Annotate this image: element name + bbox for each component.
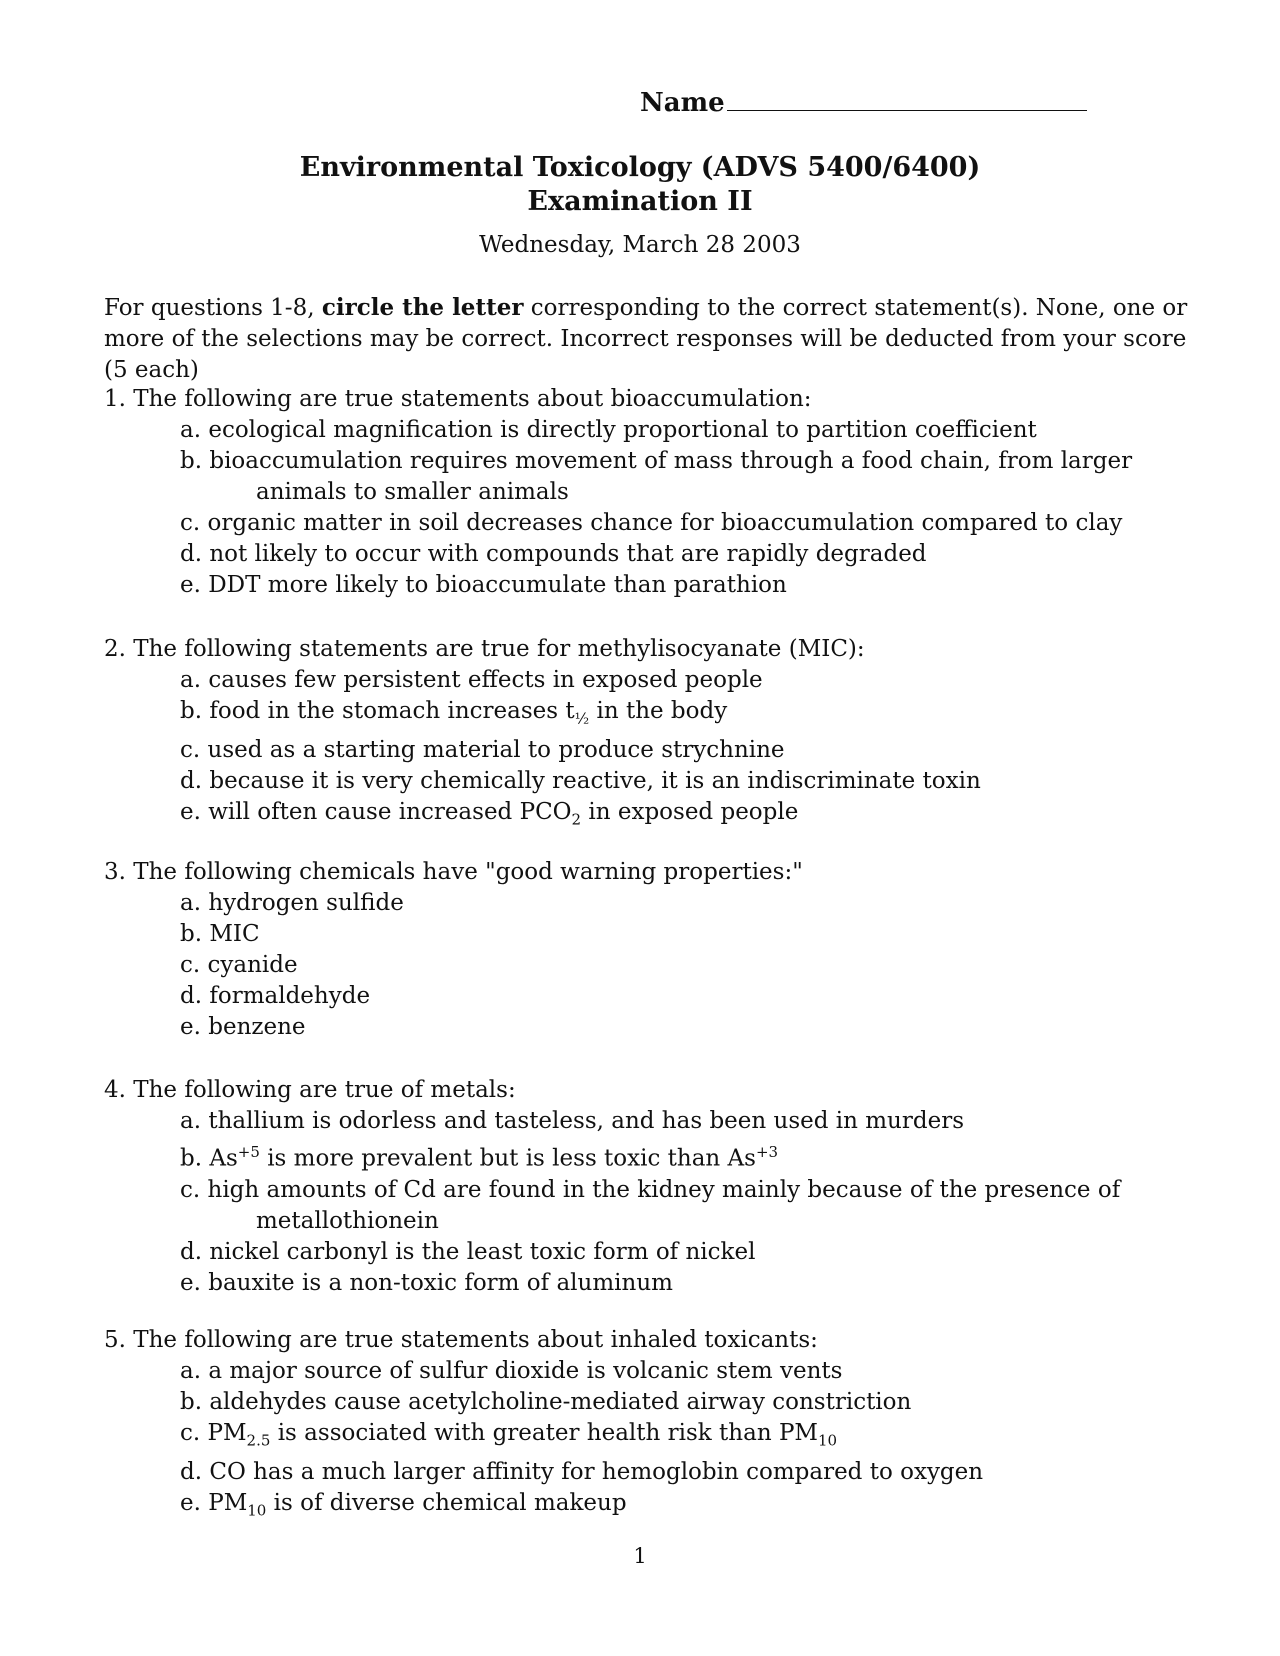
option-e: e. bauxite is a non-toxic form of aluminum bbox=[180, 1269, 673, 1296]
option-d: d. CO has a much larger affinity for hemoglobin compared to oxygen bbox=[180, 1458, 984, 1485]
option-d: d. because it is very chemically reactive, it is an indiscriminate toxin bbox=[180, 767, 981, 794]
option-e: e. $PM_{10}$ is of diverse chemical makeup bbox=[180, 1489, 627, 1520]
exam-title: Examination II bbox=[527, 186, 753, 217]
option-b: b. bioaccumulation requires movement of mass through a food chain, from larger animals to smaller animals bbox=[180, 448, 1133, 505]
option-c: c. cyanide bbox=[180, 952, 298, 978]
option-b: b. MIC bbox=[180, 921, 260, 947]
option-a: a. a major source of sulfur dioxide is volcanic stem vents bbox=[180, 1358, 843, 1384]
instructions: For questions 1-8, circle the letter corresponding to the correct statement(s). None, one or more of the selections may be correct. Incorrect responses will be deducted from your score (5 each) bbox=[104, 294, 1188, 383]
question-stem: 4. The following are true of metals: bbox=[104, 1077, 516, 1103]
option-a: a. hydrogen sulfide bbox=[180, 890, 404, 916]
name-blank-line bbox=[727, 88, 1087, 111]
instructions-emphasis: circle the letter bbox=[321, 294, 524, 321]
question-4 bbox=[104, 1075, 1194, 1299]
option-e: e. will often cause increased $PCO_2$ in exposed people bbox=[180, 798, 799, 829]
question-3 bbox=[104, 857, 1194, 1043]
question-stem: 5. The following are true statements about inhaled toxicants: bbox=[104, 1327, 818, 1353]
question-stem: 2. The following statements are true for methylisocyanate (MIC): bbox=[104, 636, 865, 662]
option-b: b. aldehydes cause acetylcholine-mediated airway constriction bbox=[180, 1389, 912, 1415]
course-title: Environmental Toxicology (ADVS 5400/6400) bbox=[299, 152, 981, 183]
option-c: c. organic matter in soil decreases chance for bioaccumulation compared to clay bbox=[180, 510, 1123, 536]
question-5 bbox=[104, 1325, 1194, 1526]
option-d: d. nickel carbonyl is the least toxic form of nickel bbox=[180, 1238, 756, 1265]
question-stem: 3. The following chemicals have "good warning properties:" bbox=[104, 859, 803, 885]
option-b: b. $As^{+5}$ is more prevalent but is less toxic than $As^{+3}$ bbox=[180, 1143, 779, 1172]
question-stem: 1. The following are true statements about bioaccumulation: bbox=[104, 386, 812, 412]
option-c: c. $PM_{2.5}$ is associated with greater health risk than $PM_{10}$ bbox=[180, 1420, 838, 1450]
option-e: e. benzene bbox=[180, 1014, 306, 1040]
option-d: d. formaldehyde bbox=[180, 983, 371, 1009]
option-e: e. DDT more likely to bioaccumulate than parathion bbox=[180, 572, 787, 598]
page-number: 1 bbox=[633, 1544, 647, 1568]
question-1 bbox=[104, 384, 1194, 601]
name-field bbox=[640, 88, 1087, 118]
question-2 bbox=[104, 634, 1194, 835]
option-c: c. high amounts of Cd are found in the kidney mainly because of the presence of metallothionein bbox=[180, 1176, 1121, 1234]
option-a: a. ecological magnification is directly proportional to partition coefficient bbox=[180, 417, 1037, 443]
exam-date: Wednesday, March 28 2003 bbox=[479, 232, 801, 258]
option-a: a. causes few persistent effects in exposed people bbox=[180, 667, 763, 693]
option-a: a. thallium is odorless and tasteless, and has been used in murders bbox=[180, 1108, 964, 1134]
option-d: d. not likely to occur with compounds that are rapidly degraded bbox=[180, 541, 927, 567]
name-label: Name bbox=[640, 88, 725, 118]
option-b: b. food in the stomach increases $t_{\frac{1}{2}}$ in the body bbox=[180, 698, 728, 728]
option-c: c. used as a starting material to produce strychnine bbox=[180, 736, 785, 763]
